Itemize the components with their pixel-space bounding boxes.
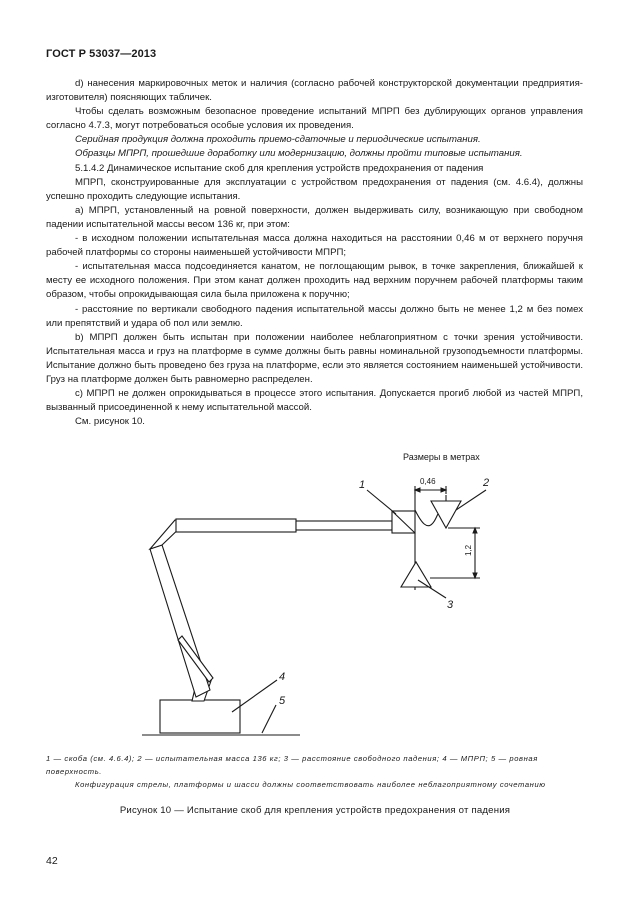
document-header: ГОСТ Р 53037—2013 [46, 48, 157, 60]
callout-1-label: 1 [359, 479, 366, 491]
test-mass-bottom [401, 562, 431, 587]
list-item: - в исходном положении испытательная масса должна находиться на расстоянии 0,46 м от верхнего поручня рабочей платформы со стороны наименьшей устойчивости МПРП; [46, 233, 583, 259]
dim-horizontal-label: 0,46 [420, 477, 436, 486]
callout-1-leader [367, 490, 396, 514]
chassis [160, 700, 240, 733]
callout-5-leader [262, 705, 276, 733]
upper-boom-tip [296, 521, 392, 530]
paragraph: а) МПРП, установленный на ровной поверхности, должен выдерживать силу, возникающую при свободном падении испытательной массы весом 136 кг, при этом: [46, 204, 583, 230]
page-number: 42 [46, 855, 58, 867]
callout-3-leader [418, 580, 446, 598]
test-mass-top [431, 501, 461, 528]
units-note: Размеры в метрах [403, 452, 480, 462]
paragraph-italic: Серийная продукция должна проходить приемо-сдаточные и периодические испытания. [75, 134, 481, 146]
upper-boom [176, 519, 296, 532]
section-heading: 5.1.4.2 Динамическое испытание скоб для крепления устройств предохранения от падения [75, 162, 484, 174]
figure-caption [46, 752, 583, 791]
callout-3-label: 3 [447, 599, 454, 611]
callout-4-leader [232, 680, 277, 712]
paragraph-italic: Образцы МПРП, прошедшие доработку или модернизацию, должны пройти типовые испытания. [75, 148, 523, 160]
list-item: - испытательная масса подсоединяется канатом, не поглощающим рывок, в точке закрепления, ближайшей к месту ее исходного положения. При этом канат должен проходить над верхним поручнем рабочей платформы таким образом, чтобы опрокидывающая сила была приложена к поручню; [46, 261, 583, 301]
figure-note: Конфигурация стрелы, платформы и шасси должны соответствовать наиболее неблагоприятному сочетанию [75, 780, 546, 789]
paragraph: См. рисунок 10. [75, 416, 145, 428]
figure-legend: 1 — скоба (см. 4.6.4); 2 — испытательная масса 136 кг; 3 — расстояние свободного падения; 4 — МПРП; 5 — ровная поверхность. [46, 754, 538, 776]
main-boom [150, 545, 210, 697]
paragraph: с) МПРП не должен опрокидываться в процессе этого испытания. Допускается прогиб любой из частей МПРП, вызванный присоединенной к нему испытательной массой. [46, 388, 583, 414]
paragraph: Чтобы сделать возможным безопасное проведение испытаний МПРП без дублирующих органов управления согласно 4.7.3, могут потребоваться особые условия их проведения. [46, 106, 583, 132]
list-item: - расстояние по вертикали свободного падения испытательной массы должно быть не менее 1,2 м без помех или препятствий и удара об пол или землю. [46, 303, 583, 329]
paragraph: МПРП, сконструированные для эксплуатации с устройством предохранения от падения (см. 4.6.4), должны успешно проходить следующие испытания. [46, 176, 583, 202]
paragraph: b) МПРП должен быть испытан при положении наиболее неблагоприятном с точки зрения устойчивости. Испытательная масса и груз на платформе в сумме должны быть равны номинальной грузоподъемности платформы. Испытание должно быть проведено без груза на платформе, если это является состоянием наименьшей устойчивости. Груз на платформе должен быть равномерно распределен. [46, 331, 583, 385]
callout-5-label: 5 [279, 695, 286, 707]
paragraph: d) нанесения маркировочных меток и наличия (согласно рабочей конструкторской документации предприятия-изготовителя) поясняющих табличек. [46, 78, 583, 104]
callout-2-label: 2 [483, 477, 490, 489]
callout-4-label: 4 [279, 671, 286, 683]
dim-vertical-label: 1,2 [464, 544, 473, 556]
callout-2-leader [456, 490, 486, 510]
figure-title: Рисунок 10 — Испытание скоб для крепления устройств предохранения от падения [119, 805, 511, 816]
